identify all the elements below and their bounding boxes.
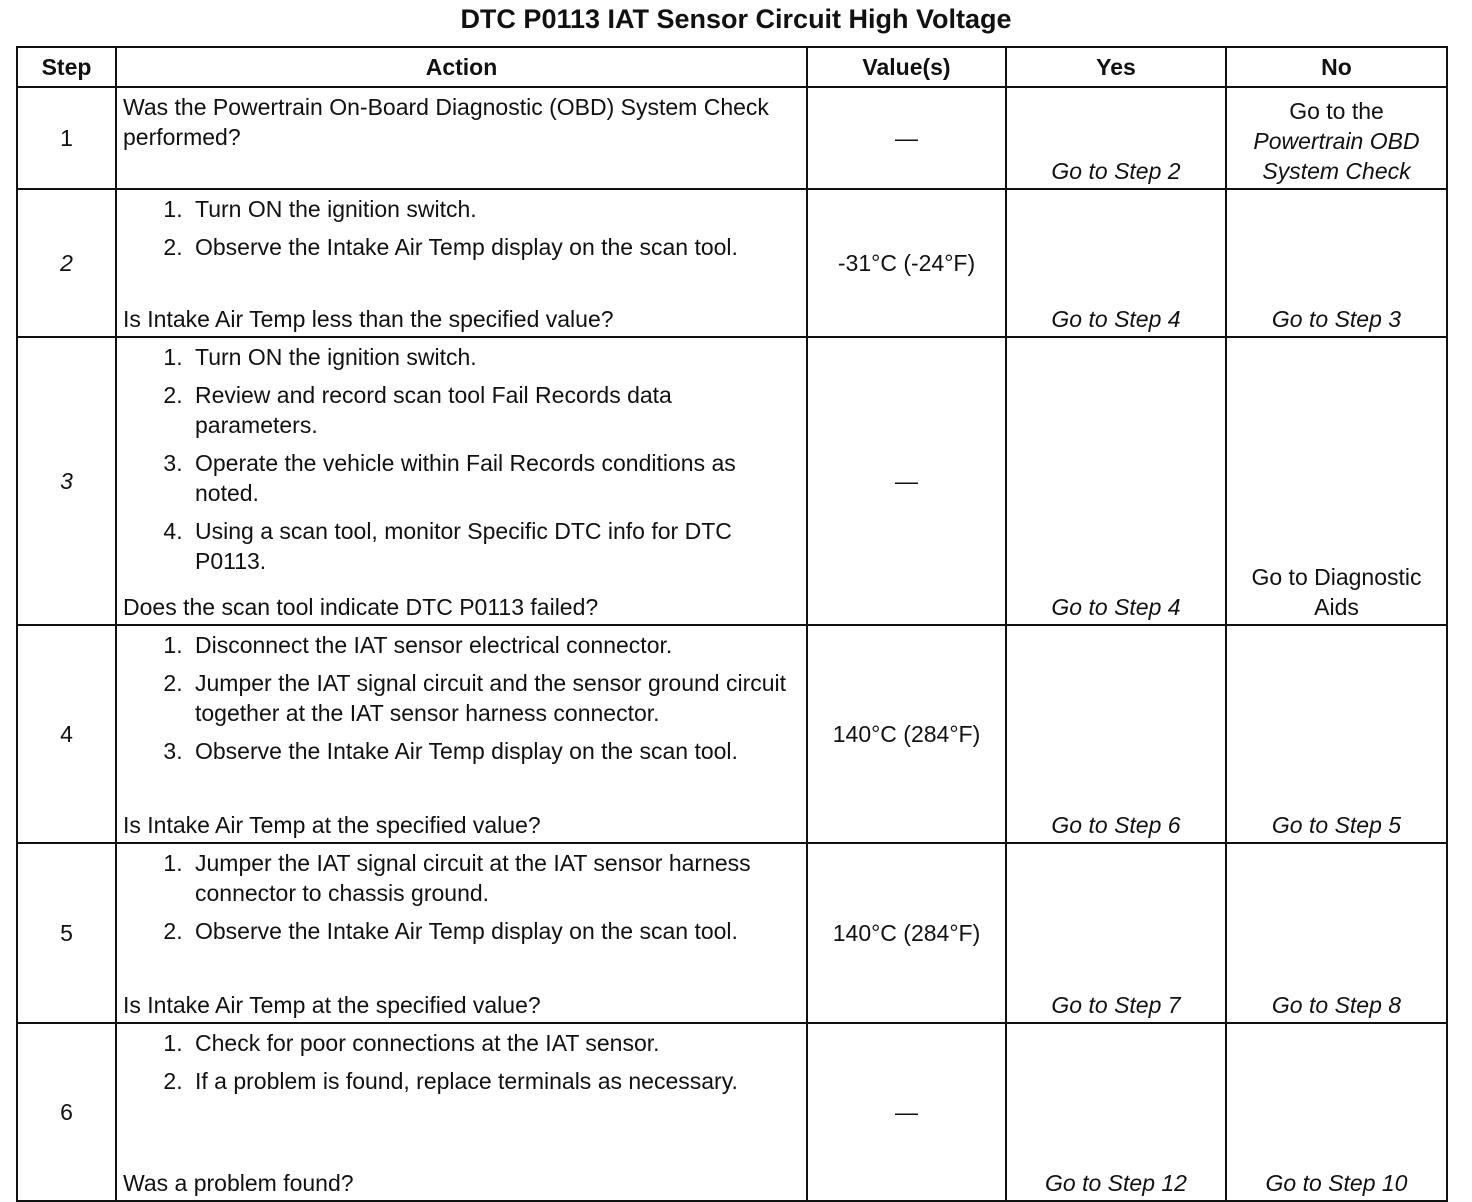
action-cell [116, 1023, 807, 1201]
yes-link[interactable]: Go to Step 6 [1051, 812, 1181, 838]
yes-link[interactable]: Go to Step 4 [1051, 594, 1181, 620]
no-outcome [1226, 337, 1447, 625]
spec-value: 140°C (284°F) [807, 625, 1006, 843]
substep-item: 2. Observe the Intake Air Temp display on the scan tool. [189, 232, 800, 262]
action-cell [116, 625, 807, 843]
header-yes: Yes [1006, 47, 1226, 87]
action-intro: Was the Powertrain On-Board Diagnostic (OBD) System Check performed? [123, 94, 769, 150]
action-content [117, 338, 806, 624]
action-question: Is Intake Air Temp less than the specified value? [123, 306, 614, 332]
no-link[interactable]: Go to Step 3 [1271, 306, 1402, 332]
no-link[interactable]: Go to Step 8 [1271, 992, 1402, 1018]
step-number: 3 [17, 337, 116, 625]
yes-outcome [1006, 1023, 1226, 1201]
yes-link[interactable]: Go to Step 2 [1051, 158, 1181, 184]
no-outcome [1226, 87, 1447, 189]
yes-link[interactable]: Go to Step 12 [1045, 1170, 1187, 1196]
substep-list [123, 194, 800, 270]
table-row [17, 625, 1447, 843]
no-outcome [1226, 189, 1447, 337]
action-content [117, 844, 806, 1022]
no-text: Go to Diagnostic Aids [1251, 564, 1422, 620]
table-row [17, 1023, 1447, 1201]
action-cell [116, 87, 807, 189]
table-row [17, 189, 1447, 337]
step-number: 2 [17, 189, 116, 337]
step-number: 6 [17, 1023, 116, 1201]
action-question: Is Intake Air Temp at the specified value? [123, 812, 541, 838]
action-question: Was a problem found? [123, 1170, 354, 1196]
page-title: DTC P0113 IAT Sensor Circuit High Voltage [460, 4, 1012, 34]
table-body [17, 87, 1447, 1201]
substep-item: 1. Check for poor connections at the IAT sensor. [189, 1028, 800, 1058]
no-outcome [1226, 1023, 1447, 1201]
substep-list [123, 342, 800, 584]
action-question: Is Intake Air Temp at the specified value? [123, 992, 541, 1018]
spec-value: — [807, 87, 1006, 189]
action-content [117, 626, 806, 842]
header-step: Step [17, 47, 116, 87]
table-row [17, 87, 1447, 189]
no-link[interactable]: Go to Step 10 [1265, 1170, 1408, 1196]
substep-item: 1. Turn ON the ignition switch. [189, 194, 800, 224]
action-cell [116, 337, 807, 625]
substep-item: 1. Turn ON the ignition switch. [189, 342, 800, 372]
spec-value: 140°C (284°F) [807, 843, 1006, 1023]
substep-item: 3. Observe the Intake Air Temp display on the scan tool. [189, 736, 800, 766]
header-action: Action [116, 47, 807, 87]
substep-item: 2. Jumper the IAT signal circuit and the sensor ground circuit together at the IAT sensor harness connector. [189, 668, 800, 728]
yes-outcome [1006, 87, 1226, 189]
action-question: Does the scan tool indicate DTC P0113 failed? [123, 594, 599, 620]
step-number: 5 [17, 843, 116, 1023]
substep-item: 2. Observe the Intake Air Temp display on the scan tool. [189, 916, 800, 946]
action-cell [116, 843, 807, 1023]
header-values: Value(s) [807, 47, 1006, 87]
action-content [117, 190, 806, 336]
header-no: No [1226, 47, 1447, 87]
yes-outcome [1006, 625, 1226, 843]
substep-list [123, 630, 800, 774]
substep-item: 2. If a problem is found, replace terminals as necessary. [189, 1066, 800, 1096]
spec-value: — [807, 1023, 1006, 1201]
yes-link[interactable]: Go to Step 7 [1051, 992, 1181, 1018]
yes-outcome [1006, 337, 1226, 625]
substep-item: 2. Review and record scan tool Fail Records data parameters. [189, 380, 800, 440]
yes-outcome [1006, 189, 1226, 337]
diagnostic-table [16, 46, 1448, 1202]
substep-item: 1. Disconnect the IAT sensor electrical connector. [189, 630, 800, 660]
no-link[interactable]: Go to Step 5 [1271, 812, 1402, 838]
table-row [17, 843, 1447, 1023]
table-row [17, 337, 1447, 625]
action-content [117, 1024, 806, 1200]
action-content [117, 88, 806, 188]
substep-list [123, 1028, 800, 1104]
no-text: Go to the [1289, 98, 1384, 124]
action-cell [116, 189, 807, 337]
no-link[interactable]: Powertrain OBD System Check [1253, 128, 1420, 184]
yes-link[interactable]: Go to Step 4 [1051, 306, 1181, 332]
substep-item: 3. Operate the vehicle within Fail Records conditions as noted. [189, 448, 800, 508]
substep-list [123, 848, 800, 954]
no-outcome [1226, 625, 1447, 843]
spec-value: -31°C (-24°F) [807, 189, 1006, 337]
header-row [17, 47, 1447, 87]
spec-value: — [807, 337, 1006, 625]
step-number: 1 [17, 87, 116, 189]
step-number: 4 [17, 625, 116, 843]
no-outcome [1226, 843, 1447, 1023]
substep-item: 4. Using a scan tool, monitor Specific DTC info for DTC P0113. [189, 516, 800, 576]
yes-outcome [1006, 843, 1226, 1023]
substep-item: 1. Jumper the IAT signal circuit at the IAT sensor harness connector to chassis ground. [189, 848, 800, 908]
